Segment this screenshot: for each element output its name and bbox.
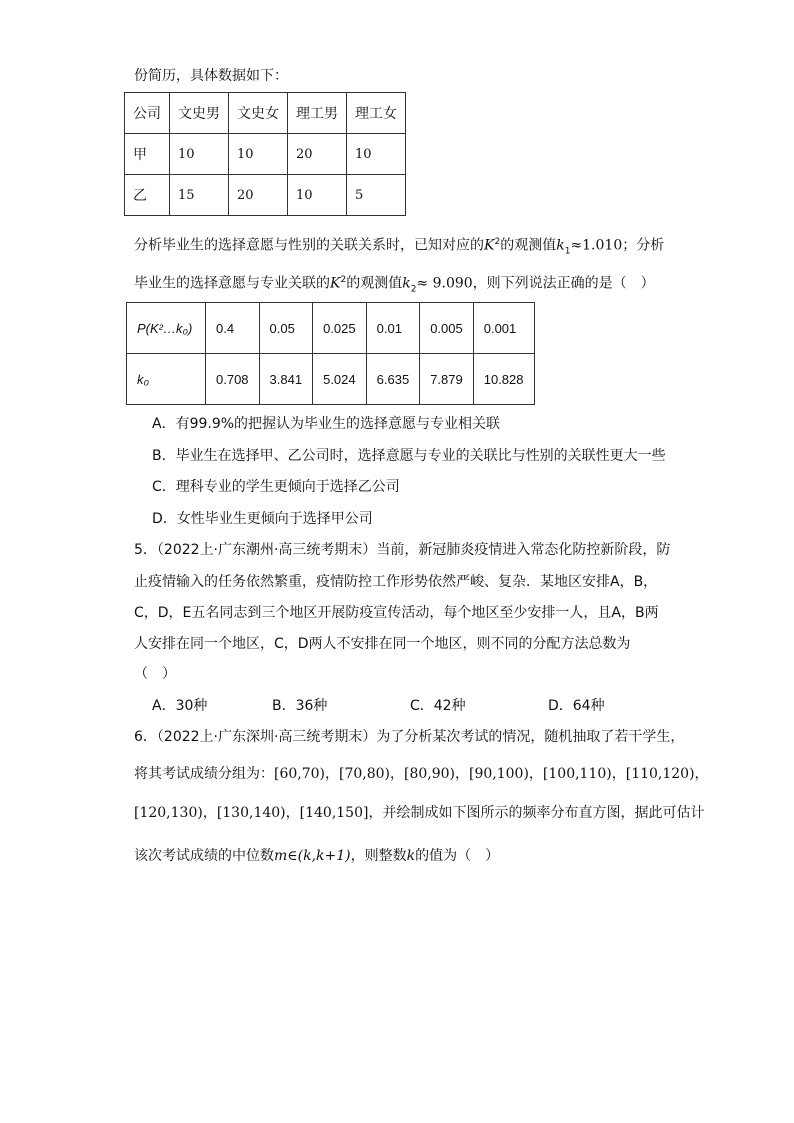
q5-line: 人安排在同一个地区，C，D两人不安排在同一个地区，则不同的分配方法总数为: [134, 636, 631, 652]
q5-option-a: A．30种: [152, 698, 208, 714]
k-symbol: K: [330, 275, 341, 292]
table-cell: 甲: [125, 134, 170, 175]
table-cell: 乙: [125, 175, 170, 216]
table-cell: 6.635: [366, 354, 420, 405]
table-row: [127, 354, 535, 405]
q5-line: 5．（2022上·广东潮州·高三统考期末）当前，新冠肺炎疫情进入常态化防控新阶段，防: [134, 542, 671, 558]
table-cell: 0.4: [206, 303, 260, 354]
k1-value: ≈1.010: [570, 237, 623, 254]
q5-option-b: B．36种: [272, 698, 328, 714]
table-header-cell: 理工女: [347, 93, 406, 134]
q4-line1: 分析毕业生的选择意愿与性别的关联关系时，已知对应的$K^2$的观测值$k_1\approx 1.010$；分析: [134, 237, 665, 257]
table-cell: 10: [170, 134, 229, 175]
q4-option-b: B．毕业生在选择甲、乙公司时，选择意愿与专业的关联比与性别的关联性更大一些: [152, 448, 666, 464]
q4-text: ；分析: [622, 237, 665, 254]
intro-line: 份简历，具体数据如下：: [134, 68, 288, 84]
table-row: [125, 175, 406, 216]
resume-table: [124, 92, 406, 216]
table-cell: 20: [229, 175, 288, 216]
q5-option-d: D．64种: [548, 698, 605, 714]
table-cell: 0.005: [420, 303, 474, 354]
k2-value: ≈ 9.090: [416, 275, 473, 292]
q4-text: ，则下列说法正确的是（ ）: [472, 275, 655, 292]
k-symbol: K: [484, 237, 495, 254]
q6-groups: [120,130)，[130,140)，[140,150]: [134, 805, 369, 821]
q6-groups: [60,70)，[70,80)，[80,90)，[90,100)，[100,110)，[110,120)，: [274, 766, 709, 782]
table-cell: 10: [229, 134, 288, 175]
q6-line1: 6．（2022上·广东深圳·高三统考期末）为了分析某次考试的情况，随机抽取了若干学生，: [134, 729, 685, 745]
q4-option-a: A．有99.9%的把握认为毕业生的选择意愿与专业相关联: [152, 416, 501, 432]
q6-text: 该次考试成绩的中位数: [134, 848, 274, 864]
q4-text: 的观测值: [500, 237, 557, 254]
q6-text: 的值为（ ）: [415, 848, 500, 864]
table-cell: 0.01: [366, 303, 420, 354]
q6-math: k: [406, 848, 416, 864]
table-cell: 10: [288, 175, 347, 216]
table-cell: 0.001: [473, 303, 534, 354]
table-header-cell: 公司: [125, 93, 170, 134]
table-cell: 5.024: [313, 354, 367, 405]
table-row-label: P(K²…k₀): [127, 303, 206, 354]
q6-line4: [134, 846, 499, 866]
q5-line: 止疫情输入的任务依然繁重，疫情防控工作形势依然严峻、复杂．某地区安排A，B，: [134, 574, 658, 590]
table-cell: 0.05: [259, 303, 313, 354]
critical-value-table: [126, 302, 535, 405]
q6-line3: [134, 803, 704, 823]
table-header-cell: 理工男: [288, 93, 347, 134]
table-cell: 7.879: [420, 354, 474, 405]
q4-text: 的观测值: [346, 275, 403, 292]
q6-line2: [134, 764, 709, 784]
table-cell: 10: [347, 134, 406, 175]
q5-option-c: C．42种: [410, 698, 466, 714]
q4-text: 毕业生的选择意愿与专业关联的: [134, 275, 330, 292]
table-cell: 0.025: [313, 303, 367, 354]
q6-math: m∈(k,k+1): [274, 848, 351, 864]
table-row: [127, 303, 535, 354]
q5-line: C，D，E五名同志到三个地区开展防疫宣传活动，每个地区至少安排一人，且A，B两: [134, 605, 659, 621]
q5-line: （ ）: [134, 666, 176, 682]
table-header-cell: 文史女: [229, 93, 288, 134]
q6-text: 将其考试成绩分组为：: [134, 766, 274, 782]
q6-text: ，并绘制成如下图所示的频率分布直方图，据此可估计: [368, 805, 705, 821]
q6-text: ，则整数: [350, 848, 407, 864]
table-cell: 20: [288, 134, 347, 175]
table-cell: 5: [347, 175, 406, 216]
q4-text: 分析毕业生的选择意愿与性别的关联关系时，已知对应的: [134, 237, 484, 254]
table-cell: 15: [170, 175, 229, 216]
table-row-label: k₀: [127, 354, 206, 405]
q4-option-d: D．女性毕业生更倾向于选择甲公司: [152, 511, 373, 527]
table-row: [125, 134, 406, 175]
table-row: [125, 93, 406, 134]
table-cell: 0.708: [206, 354, 260, 405]
table-cell: 3.841: [259, 354, 313, 405]
q4-line2: 毕业生的选择意愿与专业关联的$K^2$的观测值$k_2\approx 9.090$，则下列说法正确的是（ ）: [134, 275, 655, 295]
table-header-cell: 文史男: [170, 93, 229, 134]
q4-option-c: C．理科专业的学生更倾向于选择乙公司: [152, 479, 400, 495]
table-cell: 10.828: [473, 354, 534, 405]
